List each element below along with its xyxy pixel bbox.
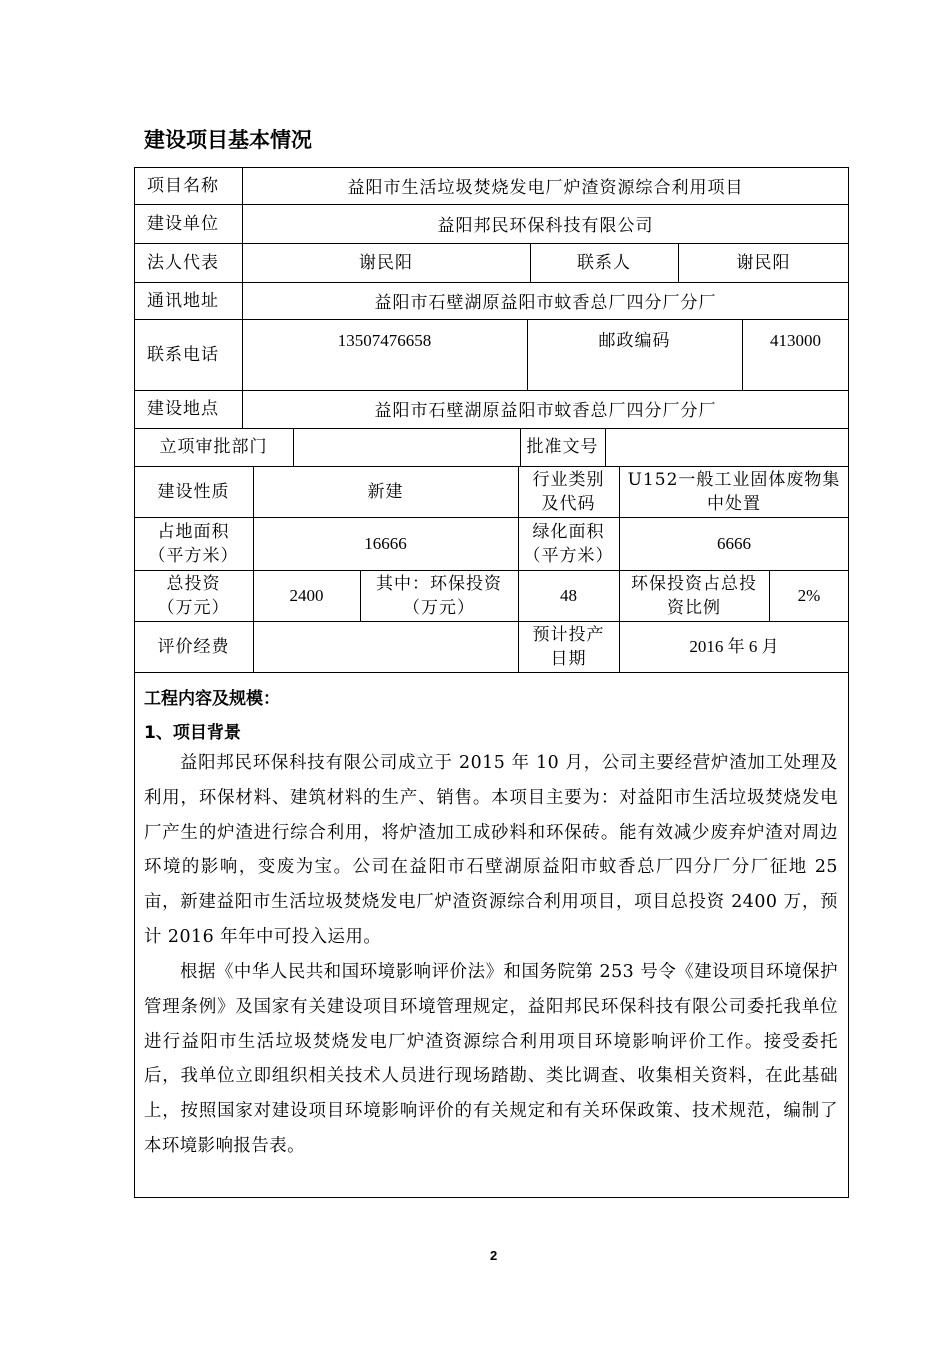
phone-label: 联系电话 (147, 344, 219, 365)
page-title: 建设项目基本情况 (144, 128, 312, 152)
project-name-value: 益阳市生活垃圾焚烧发电厂炉渣资源综合利用项目 (347, 177, 744, 198)
project-name-label: 项目名称 (147, 175, 219, 196)
contact-value: 谢民阳 (736, 252, 791, 273)
green-label: 绿化面积（平方米） (523, 521, 614, 566)
address-label: 通讯地址 (147, 290, 219, 311)
nature-label: 建设性质 (157, 481, 230, 502)
address-value: 益阳市石壁湖原益阳市蚊香总厂四分厂分厂 (374, 292, 717, 313)
production-date-label: 预计投产日期 (532, 624, 605, 669)
row-divider (134, 672, 849, 673)
build-unit-label: 建设单位 (147, 213, 219, 234)
invest-value: 2400 (289, 585, 324, 605)
approval-doc-label: 批准文号 (526, 437, 599, 457)
ratio-label: 环保投资占总投资比例 (631, 573, 757, 618)
site-value: 益阳市石壁湖原益阳市蚊香总厂四分厂分厂 (374, 401, 717, 421)
approval-doc-value (605, 428, 849, 466)
postcode-label: 邮政编码 (598, 331, 671, 351)
postcode-value: 413000 (770, 331, 821, 350)
background-paragraph-2: 根据《中华人民共和国环境影响评价法》和国务院第 253 号令《建设项目环境保护管理条例》及国家有关建设项目环境管理规定，益阳邦民环保科技有限公司委托我单位进行益阳市生活垃圾焚烧发电厂炉渣资源综合利用项目环境影响评价工作。接受委托后，我单位立即组织相关技术人员进行现场踏勘、类比调查、收集相关资料，在此基础上，按照国家对建设项目环境影响评价的有关规定和有关环保政策、技术规范，编制了本环境影响报告表。 (144, 962, 838, 1156)
env-invest-label: 其中：环保投资（万元） (376, 573, 502, 618)
invest-label: 总投资（万元） (157, 573, 230, 618)
content-heading: 工程内容及规模： (144, 689, 280, 709)
area-label: 占地面积（平方米） (148, 521, 239, 566)
industry-value: U152一般工业固体废物集中处置 (627, 469, 841, 514)
background-paragraph-1: 益阳邦民环保科技有限公司成立于 2015 年 10 月，公司主要经营炉渣加工处理及利用，环保材料、建筑材料的生产、销售。本项目主要为：对益阳市生活垃圾焚烧发电厂产生的炉渣进行综合利用，将炉渣加工成砂料和环保砖。能有效减少废弃炉渣对周边环境的影响，变废为宝。公司在益阳市石壁湖原益阳市蚊香总厂四分厂分厂征地 25 亩，新建益阳市生活垃圾焚烧发电厂炉渣资源综合利用项目，项目总投资 2400 万，预计 2016 年年中可投入运用。 (144, 753, 838, 947)
nature-value: 新建 (367, 481, 404, 502)
phone-value: 13507476658 (337, 331, 432, 350)
contact-label: 联系人 (577, 252, 631, 273)
industry-label: 行业类别及代码 (532, 469, 605, 514)
legal-rep-label: 法人代表 (147, 252, 219, 273)
site-label: 建设地点 (147, 399, 219, 419)
env-invest-value: 48 (560, 585, 577, 605)
production-date-value: 2016 年 6 月 (689, 636, 779, 656)
legal-rep-value: 谢民阳 (359, 252, 413, 273)
ratio-value: 2% (797, 585, 821, 605)
eval-fee-value (253, 621, 518, 672)
section-heading-background: 1、项目背景 (144, 723, 241, 743)
green-value: 6666 (717, 533, 751, 553)
page-number: 2 (490, 1248, 498, 1263)
approval-dept-value (293, 428, 520, 466)
approval-dept-label: 立项审批部门 (159, 437, 268, 457)
area-value: 16666 (364, 533, 407, 553)
build-unit-value: 益阳邦民环保科技有限公司 (437, 215, 654, 236)
eval-fee-label: 评价经费 (157, 636, 230, 657)
